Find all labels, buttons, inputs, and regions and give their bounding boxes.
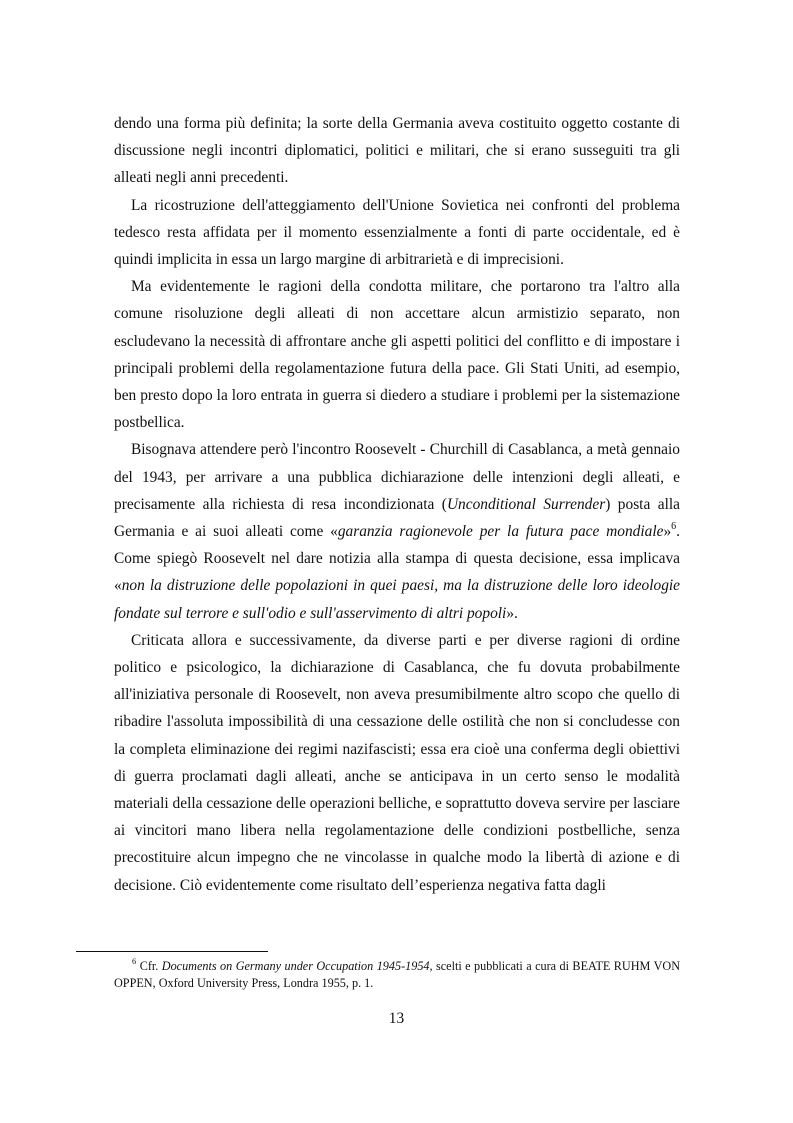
paragraph-1: dendo una forma più definita; la sorte della Germania aveva costituito oggetto costante di discussione negli incontri diplomatici, politici e militari, che si erano susseguiti tra gli alleati negli anni precedenti. — [114, 115, 680, 187]
paragraph-4-text-3: » — [663, 523, 672, 541]
italic-unconditional-surrender: Unconditional Surrender — [446, 495, 606, 513]
paragraph-2: La ricostruzione dell'atteggiamento dell'Unione Sovietica nei confronti del problema tedesco resta affidata per il momento essenzialmente a fonti di parte occidentale, ed è quindi implicita in essa un largo margine di arbitrarietà e di imprecisioni. — [114, 196, 680, 269]
paragraph-4-text-5: ». — [506, 604, 518, 622]
italic-quote-garanzia: garanzia ragionevole per la futura pace mondiale — [337, 523, 664, 541]
paragraph-4-text-2: ) posta alla Germania e ai suoi alleati come « — [114, 495, 680, 541]
paragraph-4-text-1: Bisognava attendere però l'incontro Roosevelt - Churchill di Casablanca, a metà gennaio del 1943, per arrivare a una pubblica dichiarazione delle intenzioni degli alleati, e precisamente alla richiesta di resa incondizionata ( — [114, 441, 680, 513]
paragraph-5: Criticata allora e successivamente, da diverse parti e per diverse ragioni di ordine politico e psicologico, la dichiarazione di Casablanca, che fu dovuta probabilmente all'iniziativa personale di Roosevelt, non aveva presumibilmente altro scopo che quello di ribadire l'assoluta impossibilità di una cessazione delle ostilità che non si concludesse con la completa eliminazione dei regimi nazifascisti; essa era cioè una conferma degli obiettivi di guerra proclamati dagli alleati, anche se anticipava in un certo senso le modalità materiali della cessazione delle operazioni belliche, e soprattutto doveva servire per lasciare ai vincitori mano libera nella regolamentazione delle condizioni postbelliche, senza precostituire alcun impegno che ne vincolasse in qualche modo la libertà di azione e di decisione. Ciò evidentemente come risultato dell’esperienza negativa fatta dagli — [114, 631, 680, 894]
paragraph-3: Ma evidentemente le ragioni della condotta militare, che portarono tra l'altro alla comune risoluzione degli alleati di non accettare alcun armistizio separato, non escludevano la necessità di affrontare anche gli aspetti politici del conflitto e di impostare i principali problemi della regolamentazione futura della pace. Gli Stati Uniti, ad esempio, ben presto dopo la loro entrata in guerra si diedero a studiare i problemi per la sistemazione postbellica. — [114, 278, 680, 432]
paragraph-4-text-4: . Come spiegò Roosevelt nel dare notizia alla stampa di questa decisione, essa implicava « — [114, 523, 681, 595]
footnote — [114, 955, 680, 992]
footnote-number: 6 — [132, 955, 137, 966]
page-number: 13 — [388, 1010, 405, 1027]
footnote-rest: , scelti e pubblicati a cura di BEATE RUHM VON OPPEN, Oxford University Press, Londra 1955, p. 1. — [114, 959, 680, 990]
footnote-reference: 6 — [671, 520, 677, 532]
paragraph-4 — [114, 436, 680, 626]
footnote-title: Documents on Germany under Occupation 1945-1954 — [161, 959, 430, 973]
italic-quote-roosevelt: non la distruzione delle popolazioni in quei paesi, ma la distruzione delle loro ideologie fondate sul terrore e sull'odio e sull'asservimento di altri popoli — [114, 577, 680, 622]
footnote-prefix: Cfr. — [136, 959, 162, 973]
footnote-divider — [76, 951, 268, 952]
body-text — [114, 110, 680, 899]
